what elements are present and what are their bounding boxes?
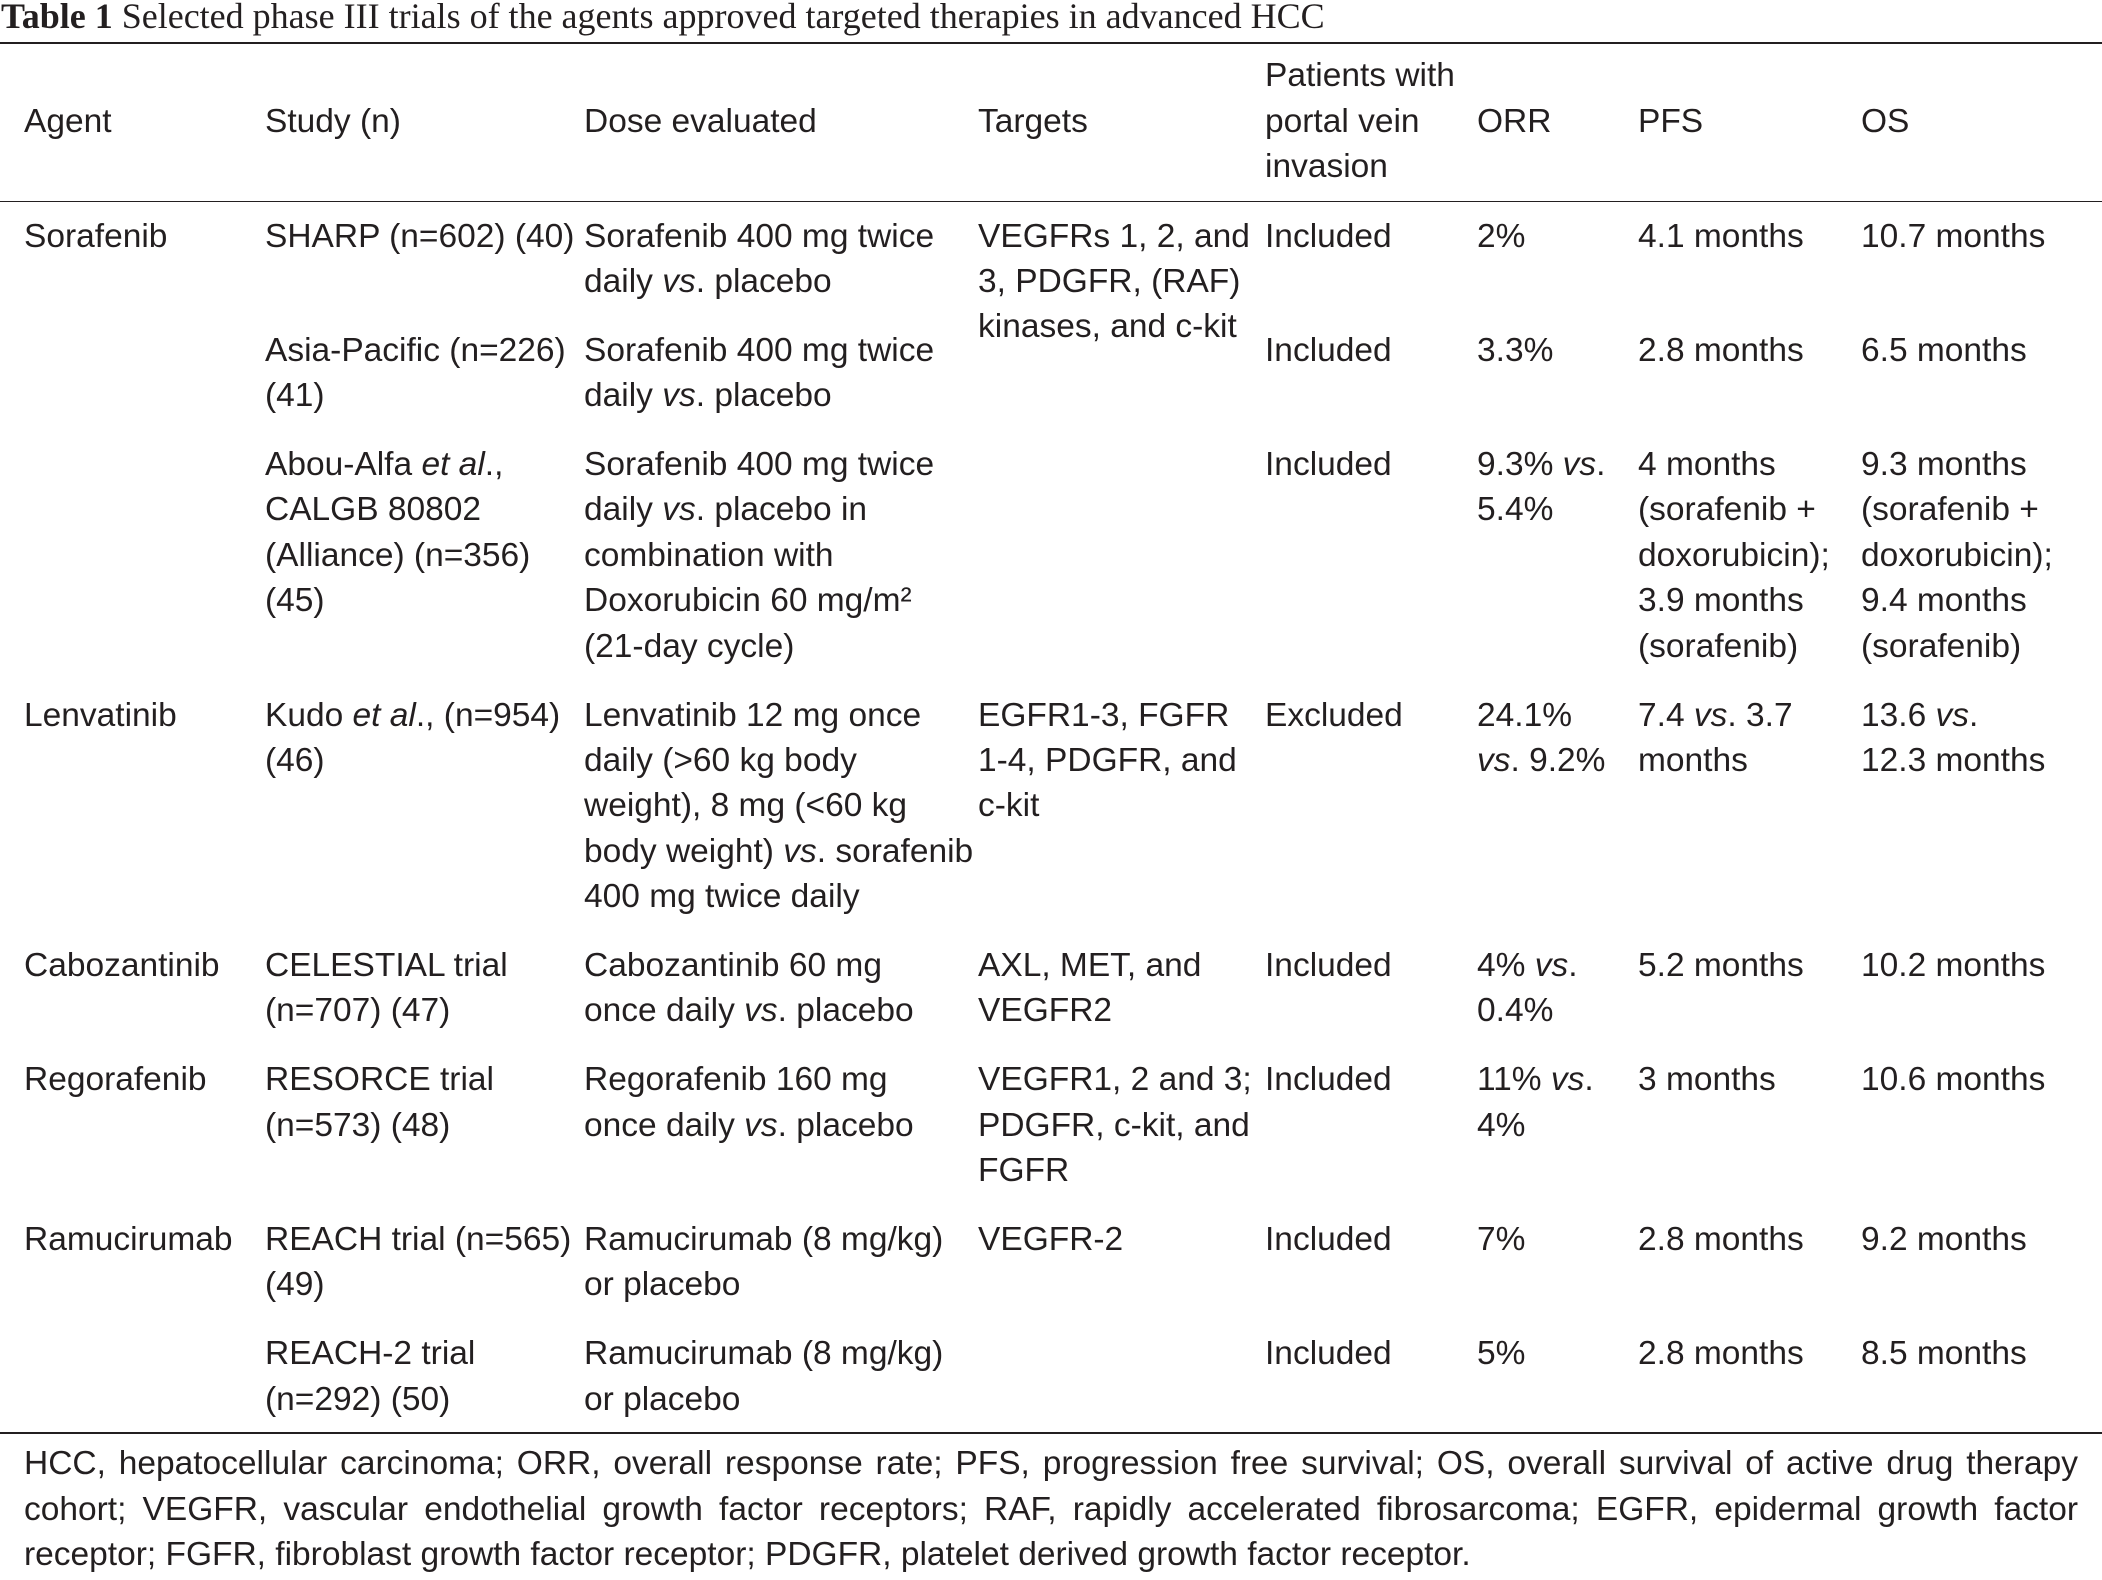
orr-cell	[1477, 442, 1638, 533]
header-rule	[0, 201, 2102, 203]
cell-line: (n=707) (47)	[265, 992, 451, 1030]
cell-line: Sorafenib 400 mg twice	[584, 446, 935, 484]
cell-line: Included	[1265, 1061, 1392, 1099]
pfs-cell	[1638, 943, 1861, 988]
header-portal	[1265, 53, 1477, 189]
cell-line: AXL, MET, and	[978, 946, 1202, 984]
os-cell	[1861, 214, 2102, 259]
cell-line: 5.2 months	[1638, 946, 1804, 984]
cell-line: SHARP (n=602) (40)	[265, 217, 575, 255]
cell-line: daily vs. placebo in	[584, 491, 868, 529]
study-cell	[265, 214, 584, 259]
study-cell	[265, 1331, 584, 1422]
header-os	[1861, 99, 2102, 144]
orr-cell	[1477, 328, 1638, 373]
italic-term: vs	[662, 377, 696, 415]
cell-line: Excluded	[1265, 696, 1403, 734]
cell-line: VEGFR1, 2 and 3;	[978, 1061, 1252, 1099]
cell-line: RESORCE trial	[265, 1061, 494, 1099]
study-cell	[265, 1057, 584, 1148]
cell-line: 12.3 months	[1861, 741, 2046, 779]
cell-line: once daily vs. placebo	[584, 1106, 914, 1144]
study-cell	[265, 328, 584, 419]
cell-line: portal vein	[1265, 102, 1420, 140]
agent-group	[0, 693, 2102, 920]
os-cell	[1861, 442, 2102, 669]
portal-cell	[1265, 1217, 1477, 1262]
cell-line: VEGFR2	[978, 992, 1113, 1030]
cell-line: Asia-Pacific (n=226)	[265, 331, 566, 369]
orr-cell	[1477, 1057, 1638, 1148]
italic-term: vs	[744, 1106, 778, 1144]
os-cell	[1861, 943, 2102, 988]
cell-line: invasion	[1265, 148, 1388, 186]
dose-cell	[584, 328, 978, 419]
os-cell	[1861, 328, 2102, 373]
orr-cell	[1477, 1331, 1638, 1376]
cell-line: Targets	[978, 102, 1088, 140]
agent-cell	[24, 1217, 265, 1262]
cell-line: 3 months	[1638, 1061, 1776, 1099]
italic-term: et al	[421, 446, 485, 484]
cell-line: ORR	[1477, 102, 1552, 140]
cell-line: 9.3 months	[1861, 446, 2027, 484]
cell-line: PFS	[1638, 102, 1704, 140]
italic-term: vs	[1562, 446, 1597, 484]
cell-line: Agent	[24, 102, 112, 140]
header-dose	[584, 99, 978, 144]
cell-line: 10.2 months	[1861, 946, 2046, 984]
cell-line: (n=292) (50)	[265, 1380, 451, 1418]
table-header	[0, 53, 2102, 189]
dose-cell	[584, 693, 978, 920]
header-targets	[978, 99, 1265, 144]
study-cell	[265, 442, 584, 624]
cell-line: (n=573) (48)	[265, 1106, 451, 1144]
cell-line: daily vs. placebo	[584, 377, 832, 415]
cell-line: Included	[1265, 217, 1392, 255]
cell-line: 0.4%	[1477, 992, 1554, 1030]
dose-cell	[584, 1217, 978, 1308]
cell-line: OS	[1861, 102, 1910, 140]
cell-line: daily (>60 kg body	[584, 741, 857, 779]
study-cell	[265, 943, 584, 1034]
cell-line: (sorafenib +	[1861, 491, 2039, 529]
portal-cell	[1265, 693, 1477, 738]
cell-line: 6.5 months	[1861, 331, 2027, 369]
dose-cell	[584, 442, 978, 669]
agent-cell	[24, 214, 265, 259]
cell-line: 9.4 months	[1861, 582, 2027, 620]
cell-line: Patients with	[1265, 57, 1455, 95]
agent-group	[0, 1057, 2102, 1193]
cell-line: PDGFR, c-kit, and	[978, 1106, 1250, 1144]
dose-cell	[584, 1057, 978, 1148]
cell-line: kinases, and c-kit	[978, 308, 1237, 346]
cell-line: Ramucirumab (8 mg/kg)	[584, 1335, 944, 1373]
footnote-line: HCC, hepatocellular carcinoma; ORR, overall response rate; PFS, progression free survival; OS, overall survival of active drug therapy	[24, 1445, 2078, 1483]
study-cell	[265, 693, 584, 784]
agent-cell	[24, 1057, 265, 1102]
portal-cell	[1265, 442, 1477, 487]
cell-line: Included	[1265, 1335, 1392, 1373]
cell-line: 4 months	[1638, 446, 1776, 484]
bottom-rule	[0, 1432, 2102, 1434]
cell-line: FGFR	[978, 1152, 1070, 1190]
cell-line: Ramucirumab (8 mg/kg)	[584, 1220, 944, 1258]
portal-cell	[1265, 328, 1477, 373]
header-study	[265, 99, 584, 144]
cell-line: Included	[1265, 946, 1392, 984]
cell-line: Abou-Alfa et al.,	[265, 446, 504, 484]
italic-term: vs	[662, 262, 696, 300]
cell-line: 8.5 months	[1861, 1335, 2027, 1373]
cell-line: (41)	[265, 377, 325, 415]
table-title	[1, 0, 1325, 34]
table-label: Table 1	[1, 0, 113, 36]
os-cell	[1861, 1217, 2102, 1262]
study-cell	[265, 1217, 584, 1308]
cell-line: 4%	[1477, 1106, 1526, 1144]
agent-cell	[24, 693, 265, 738]
italic-term: vs	[1477, 741, 1511, 779]
cell-line: 4% vs.	[1477, 946, 1578, 984]
cell-line: 1-4, PDGFR, and	[978, 741, 1237, 779]
cell-line: EGFR1-3, FGFR	[978, 696, 1230, 734]
cell-line: Cabozantinib 60 mg	[584, 946, 882, 984]
cell-line: or placebo	[584, 1266, 741, 1304]
cell-line: 10.6 months	[1861, 1061, 2046, 1099]
portal-cell	[1265, 214, 1477, 259]
cell-line: once daily vs. placebo	[584, 992, 914, 1030]
orr-cell	[1477, 214, 1638, 259]
table-caption: Selected phase III trials of the agents approved targeted therapies in advanced HCC	[121, 0, 1325, 36]
cell-line: CELESTIAL trial	[265, 946, 508, 984]
pfs-cell	[1638, 442, 1861, 669]
pfs-cell	[1638, 693, 1861, 784]
cell-line: VEGFR-2	[978, 1220, 1124, 1258]
targets-cell	[978, 693, 1265, 829]
dose-cell	[584, 1331, 978, 1422]
cell-line: doxorubicin);	[1861, 536, 2053, 574]
orr-cell	[1477, 693, 1638, 784]
italic-term: vs	[1534, 946, 1569, 984]
footnote	[24, 1441, 2078, 1577]
os-cell	[1861, 1331, 2102, 1376]
cell-line: Doxorubicin 60 mg/m²	[584, 582, 912, 620]
agent-group	[0, 214, 2102, 670]
cell-line: 11% vs.	[1477, 1061, 1594, 1099]
cell-line: 24.1%	[1477, 696, 1572, 734]
cell-line: vs. 9.2%	[1477, 741, 1606, 779]
cell-line: CALGB 80802	[265, 491, 482, 529]
targets-cell	[978, 1057, 1265, 1193]
cell-line: or placebo	[584, 1380, 741, 1418]
footnote-line: cohort; VEGFR, vascular endothelial growth factor receptors; RAF, rapidly accelerated fibrosarcoma; EGFR, epidermal growth factor	[24, 1490, 2078, 1528]
cell-line: Ramucirumab	[24, 1220, 233, 1258]
cell-line: Lenvatinib	[24, 696, 177, 734]
cell-line: (sorafenib +	[1638, 491, 1816, 529]
cell-line: VEGFRs 1, 2, and	[978, 217, 1250, 255]
cell-line: Sorafenib 400 mg twice	[584, 331, 935, 369]
cell-line: Included	[1265, 446, 1392, 484]
cell-line: 3.9 months	[1638, 582, 1804, 620]
orr-cell	[1477, 943, 1638, 1034]
pfs-cell	[1638, 1217, 1861, 1262]
italic-term: vs	[1935, 696, 1970, 734]
cell-line: 3, PDGFR, (RAF)	[978, 262, 1241, 300]
italic-term: vs	[1693, 696, 1728, 734]
cell-line: Cabozantinib	[24, 946, 220, 984]
cell-line: REACH trial (n=565)	[265, 1220, 572, 1258]
cell-line: 400 mg twice daily	[584, 878, 860, 916]
portal-cell	[1265, 943, 1477, 988]
table-body	[0, 214, 2102, 1422]
pfs-cell	[1638, 1331, 1861, 1376]
cell-line: 2%	[1477, 217, 1526, 255]
cell-line: combination with	[584, 536, 834, 574]
cell-line: daily vs. placebo	[584, 262, 832, 300]
cell-line: 4.1 months	[1638, 217, 1804, 255]
portal-cell	[1265, 1331, 1477, 1376]
agent-group	[0, 1217, 2102, 1422]
cell-line: Dose evaluated	[584, 102, 817, 140]
cell-line: Included	[1265, 331, 1392, 369]
portal-cell	[1265, 1057, 1477, 1102]
cell-line: Sorafenib	[24, 217, 168, 255]
cell-line: doxorubicin);	[1638, 536, 1830, 574]
cell-line: Sorafenib 400 mg twice	[584, 217, 935, 255]
pfs-cell	[1638, 1057, 1861, 1102]
cell-line: 2.8 months	[1638, 331, 1804, 369]
italic-term: vs	[1550, 1061, 1585, 1099]
header-agent	[24, 99, 265, 144]
cell-line: Kudo et al., (n=954)	[265, 696, 561, 734]
cell-line: (sorafenib)	[1861, 627, 2022, 665]
targets-cell	[978, 943, 1265, 1034]
cell-line: 7.4 vs. 3.7	[1638, 696, 1793, 734]
cell-line: 7%	[1477, 1220, 1526, 1258]
cell-line: Included	[1265, 1220, 1392, 1258]
top-rule	[0, 42, 2102, 44]
cell-line: (46)	[265, 741, 325, 779]
cell-line: 2.8 months	[1638, 1220, 1804, 1258]
header-orr	[1477, 99, 1638, 144]
cell-line: (45)	[265, 582, 325, 620]
cell-line: 9.2 months	[1861, 1220, 2027, 1258]
cell-line: (49)	[265, 1266, 325, 1304]
targets-cell	[978, 214, 1265, 350]
cell-line: c-kit	[978, 787, 1040, 825]
cell-line: (sorafenib)	[1638, 627, 1799, 665]
cell-line: Lenvatinib 12 mg once	[584, 696, 922, 734]
cell-line: REACH-2 trial	[265, 1335, 476, 1373]
italic-term: vs	[662, 491, 696, 529]
cell-line: Regorafenib 160 mg	[584, 1061, 888, 1099]
cell-line: Regorafenib	[24, 1061, 207, 1099]
targets-cell	[978, 1217, 1265, 1262]
cell-line: Study (n)	[265, 102, 401, 140]
orr-cell	[1477, 1217, 1638, 1262]
cell-line: weight), 8 mg (<60 kg	[584, 787, 908, 825]
cell-line: 13.6 vs.	[1861, 696, 1979, 734]
cell-line: 5%	[1477, 1335, 1526, 1373]
cell-line: 5.4%	[1477, 491, 1554, 529]
footnote-line: receptor; FGFR, fibroblast growth factor receptor; PDGFR, platelet derived growth factor receptor.	[24, 1536, 1471, 1574]
dose-cell	[584, 943, 978, 1034]
cell-line: body weight) vs. sorafenib	[584, 832, 974, 870]
italic-term: et al	[352, 696, 416, 734]
cell-line: (21-day cycle)	[584, 627, 795, 665]
cell-line: 3.3%	[1477, 331, 1554, 369]
cell-line: 10.7 months	[1861, 217, 2046, 255]
cell-line: months	[1638, 741, 1748, 779]
agent-group	[0, 943, 2102, 1034]
pfs-cell	[1638, 328, 1861, 373]
os-cell	[1861, 693, 2102, 784]
cell-line: 2.8 months	[1638, 1335, 1804, 1373]
italic-term: vs	[783, 832, 817, 870]
cell-line: 9.3% vs.	[1477, 446, 1606, 484]
pfs-cell	[1638, 214, 1861, 259]
cell-line: (Alliance) (n=356)	[265, 536, 531, 574]
os-cell	[1861, 1057, 2102, 1102]
agent-cell	[24, 943, 265, 988]
italic-term: vs	[744, 992, 778, 1030]
header-pfs	[1638, 99, 1861, 144]
dose-cell	[584, 214, 978, 305]
